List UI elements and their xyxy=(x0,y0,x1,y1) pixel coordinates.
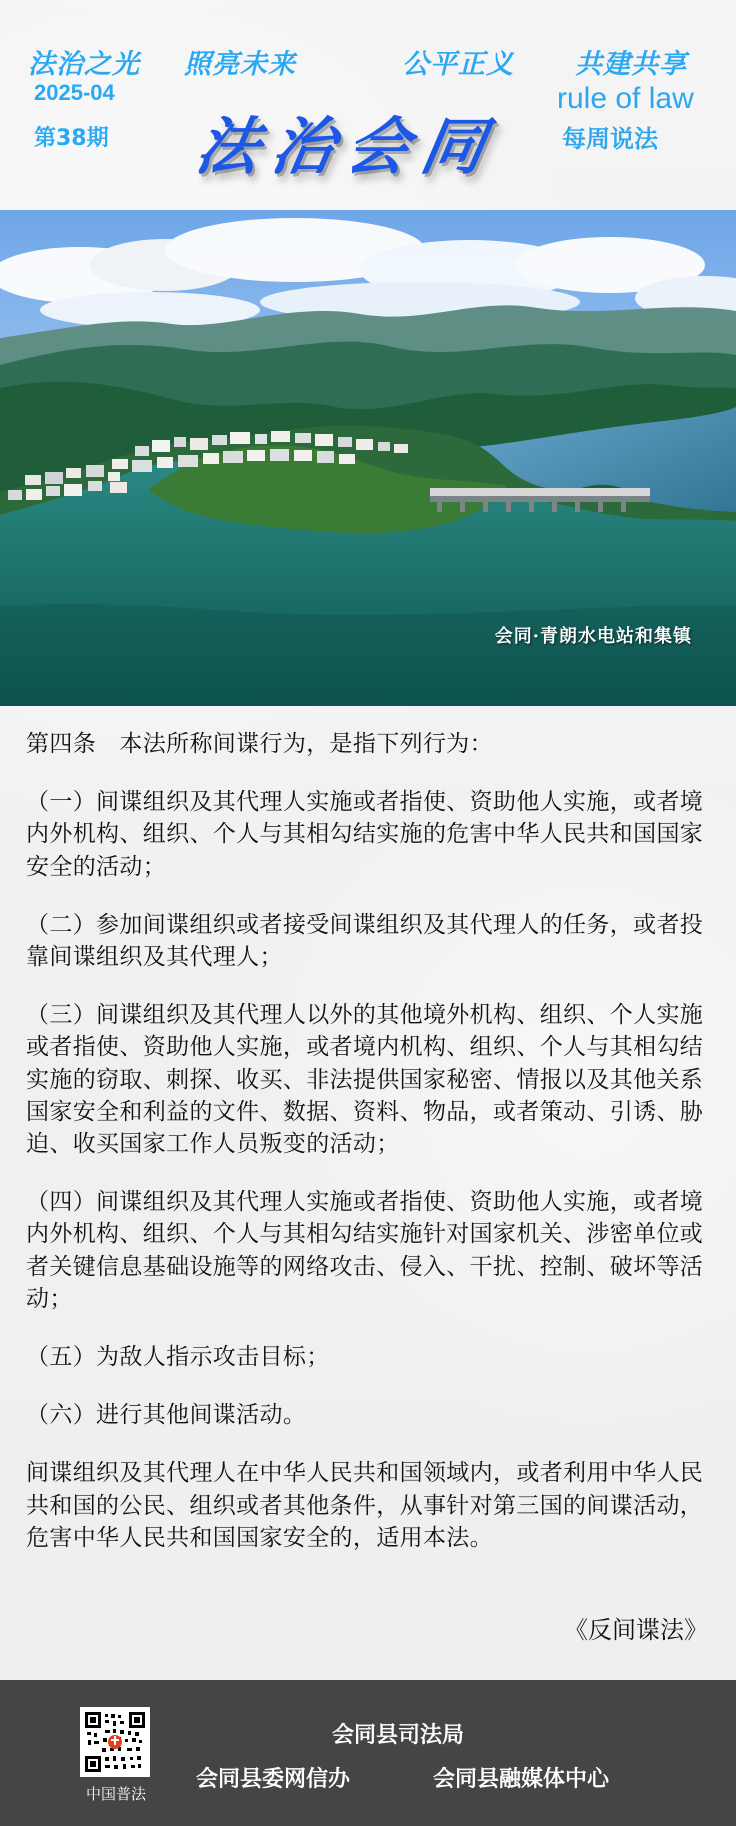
article-paragraph: （二）参加间谍组织或者接受间谍组织及其代理人的任务，或者投靠间谍组织及其代理人； xyxy=(26,911,704,971)
article-paragraph: （四）间谍组织及其代理人实施或者指使、资助他人实施，或者境内外机构、组织、个人与其相勾结实施针对国家机关、涉密单位或者关键信息基础设施等的网络攻击、侵入、干扰、控制、破坏等活动； xyxy=(26,1189,704,1312)
article-paragraph: （一）间谍组织及其代理人实施或者指使、资助他人实施，或者境内外机构、组织、个人与其相勾结实施的危害中华人民共和国国家安全的活动； xyxy=(26,789,704,880)
law-source: 《反间谍法》 xyxy=(564,1616,708,1644)
article-paragraph: 间谍组织及其代理人在中华人民共和国领域内，或者利用中华人民共和国的公民、组织或者其他条件，从事针对第三国的间谍活动，危害中华人民共和国国家安全的，适用本法。 xyxy=(26,1460,704,1551)
slogan-rule-of-law-light: 法治之光 xyxy=(28,49,140,80)
weekly-subtitle: 每周说法 xyxy=(562,125,658,153)
qr-label: 中国普法 xyxy=(85,1785,146,1803)
slogan-illuminate-future: 照亮未来 xyxy=(184,49,296,80)
footer xyxy=(0,1680,736,1826)
qr-code-icon xyxy=(83,1710,147,1774)
header xyxy=(0,0,736,210)
article-paragraph: （三）间谍组织及其代理人以外的其他境外机构、组织、个人实施或者指使、资助他人实施，或者境内机构、组织、个人与其相勾结实施的窃取、刺探、收买、非法提供国家秘密、情报以及其他关系国家安全和利益的文件、数据、资料、物品，或者策动、引诱、胁迫、收买国家工作人员叛变的活动； xyxy=(26,1002,704,1158)
article-paragraph: （五）为敌人指示攻击目标； xyxy=(26,1344,330,1371)
slogan-build-share: 共建共享 xyxy=(575,49,687,80)
slogan-fairness-justice: 公平正义 xyxy=(402,49,514,80)
water-shadow xyxy=(0,604,736,706)
qr-code[interactable] xyxy=(80,1707,150,1777)
article-content xyxy=(26,728,710,1554)
issue-number: 第38期 xyxy=(34,126,109,151)
issue-date: 2025-04 xyxy=(34,80,115,105)
photo-caption: 会同·青朗水电站和集镇 xyxy=(494,626,692,647)
org-media-center: 会同县融媒体中心 xyxy=(433,1767,610,1792)
english-title: rule of law xyxy=(557,82,694,115)
article-paragraph: 第四条 本法所称间谍行为，是指下列行为： xyxy=(26,731,493,757)
article-paragraph: （六）进行其他间谍活动。 xyxy=(26,1402,307,1429)
org-cyberspace-office: 会同县委网信办 xyxy=(196,1767,351,1792)
scenic-photo xyxy=(0,210,736,706)
page-title: 法治会同 xyxy=(190,110,504,183)
org-justice-bureau: 会同县司法局 xyxy=(332,1723,465,1748)
